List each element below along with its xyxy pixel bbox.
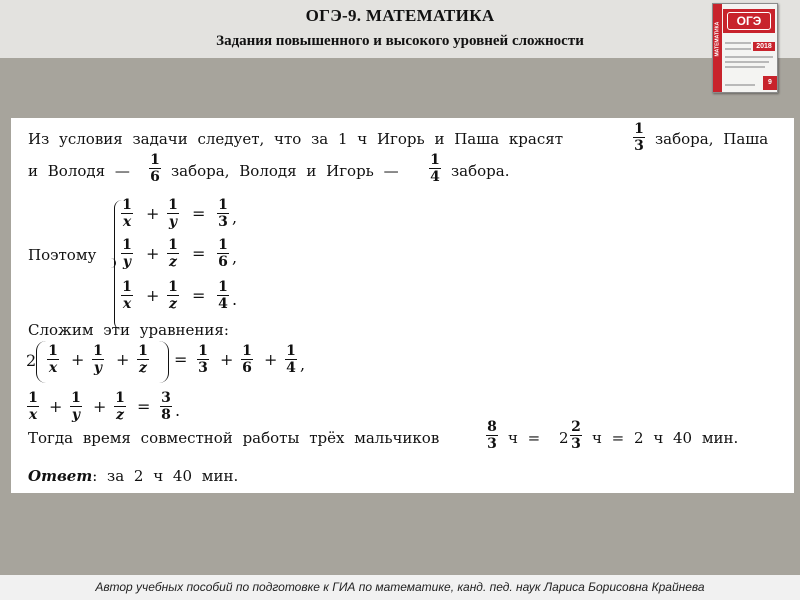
denominator: y [93,360,103,376]
fraction-1-over-y [166,198,180,230]
denominator: x [122,214,132,230]
numerator: 1 [122,279,132,295]
denominator: x [122,296,132,312]
denominator: 3 [571,436,581,452]
fraction-one-quarter [216,280,230,312]
denominator: 4 [286,360,296,376]
book-text-line [725,56,773,58]
numerator: 1 [218,197,228,213]
book-text-line [725,66,765,68]
period: . [175,401,181,420]
fraction-one-quarter [284,344,298,376]
solution-line-1: Из условия задачи следует, что за 1 ч Игорь и Паша красят [28,130,563,148]
combined-time-eq: ч = [508,429,541,447]
fraction-three-eighths [159,391,173,423]
therefore-label: Поэтому [28,246,97,264]
solution-panel [11,118,794,493]
solution-line-2-mid: забора, Володя и Игорь — [171,162,399,180]
fraction-1-over-x [120,198,134,230]
combined-time-result: ч = 2 ч 40 мин. [592,429,739,447]
fraction-one-third [632,122,646,154]
comma: , [300,355,306,374]
book-text-line [725,84,755,86]
denominator: z [139,360,147,376]
numerator: 1 [138,343,148,359]
period: . [232,290,238,309]
equals-sign: = [192,286,206,305]
fraction-one-third [196,344,210,376]
denominator: 3 [634,138,644,154]
comma: , [232,248,238,267]
book-text-line [725,42,751,44]
open-paren [36,341,46,383]
answer-label: Ответ [28,467,93,485]
coefficient-two: 2 [26,351,37,370]
denominator: 6 [150,169,160,185]
denominator: 8 [161,407,171,423]
book-cover-thumbnail [712,3,778,93]
fraction-1-over-x [120,280,134,312]
denominator: z [169,254,177,270]
slide-subtitle: Задания повышенного и высокого уровней сложности [216,33,584,49]
denominator: z [116,407,124,423]
denominator: 4 [430,169,440,185]
denominator: 3 [487,436,497,452]
denominator: x [48,360,58,376]
numerator: 1 [242,343,252,359]
equals-sign: = [192,204,206,223]
book-grade: 9 [763,76,777,90]
numerator: 3 [161,390,171,406]
comma: , [232,208,238,227]
numerator: 1 [168,279,178,295]
fraction-one-sixth [216,238,230,270]
solution-line-2-end: забора. [451,162,510,180]
fraction-1-over-x [46,344,60,376]
numerator: 1 [93,343,103,359]
numerator: 1 [430,152,440,168]
plus-sign: + [71,350,85,369]
book-year: 2018 [753,42,775,51]
numerator: 1 [71,390,81,406]
fraction-1-over-z [166,238,180,270]
plus-sign: + [49,397,63,416]
denominator: 4 [218,296,228,312]
plus-sign: + [93,397,107,416]
book-spine-label: МАТЕМАТИКА [714,21,721,57]
numerator: 1 [198,343,208,359]
denominator: 6 [218,254,228,270]
denominator: 6 [242,360,252,376]
denominator: y [168,214,178,230]
author-footer: Автор учебных пособий по подготовке к ГИА по математике, канд. пед. наук Лариса Борисовна Крайнева [0,575,800,600]
book-logo: ОГЭ [727,12,771,30]
numerator: 1 [115,390,125,406]
numerator: 1 [28,390,38,406]
numerator: 1 [218,237,228,253]
numerator: 1 [168,197,178,213]
solution-line-2: и Володя — [28,162,130,180]
sum-intro: Сложим эти уравнения: [28,321,229,339]
numerator: 8 [487,419,497,435]
numerator: 1 [286,343,296,359]
equals-sign: = [137,397,151,416]
fraction-1-over-y [120,238,134,270]
numerator: 2 [571,419,581,435]
equals-sign: = [174,350,188,369]
solution-line-1-end: забора, Паша [655,130,769,148]
slide-header [0,0,800,58]
fraction-eight-thirds [485,420,499,452]
denominator: 3 [218,214,228,230]
plus-sign: + [146,204,160,223]
fraction-1-over-z [113,391,127,423]
answer-line [28,467,238,485]
numerator: 1 [122,197,132,213]
close-paren [159,341,169,383]
plus-sign: + [220,350,234,369]
numerator: 1 [48,343,58,359]
denominator: y [122,254,132,270]
plus-sign: + [146,244,160,263]
book-text-line [725,48,751,50]
plus-sign: + [264,350,278,369]
fraction-one-third [216,198,230,230]
book-spine [713,4,722,93]
denominator: z [169,296,177,312]
book-text-line [725,61,769,63]
fraction-two-thirds [569,420,583,452]
denominator: 3 [198,360,208,376]
plus-sign: + [116,350,130,369]
fraction-1-over-z [136,344,150,376]
denominator: y [71,407,81,423]
answer-text: : за 2 ч 40 мин. [92,467,239,485]
fraction-1-over-x [26,391,40,423]
fraction-1-over-z [166,280,180,312]
plus-sign: + [146,286,160,305]
numerator: 1 [168,237,178,253]
numerator: 1 [634,121,644,137]
fraction-one-sixth [148,153,162,185]
fraction-one-quarter [428,153,442,185]
mixed-number-whole: 2 [559,429,569,447]
combined-time-line: Тогда время совместной работы трёх мальчиков [28,429,440,447]
numerator: 1 [218,279,228,295]
equals-sign: = [192,244,206,263]
numerator: 1 [150,152,160,168]
denominator: x [28,407,38,423]
fraction-1-over-y [69,391,83,423]
fraction-one-sixth [240,344,254,376]
slide-title: ОГЭ-9. МАТЕМАТИКА [305,6,495,25]
numerator: 1 [122,237,132,253]
fraction-1-over-y [91,344,105,376]
